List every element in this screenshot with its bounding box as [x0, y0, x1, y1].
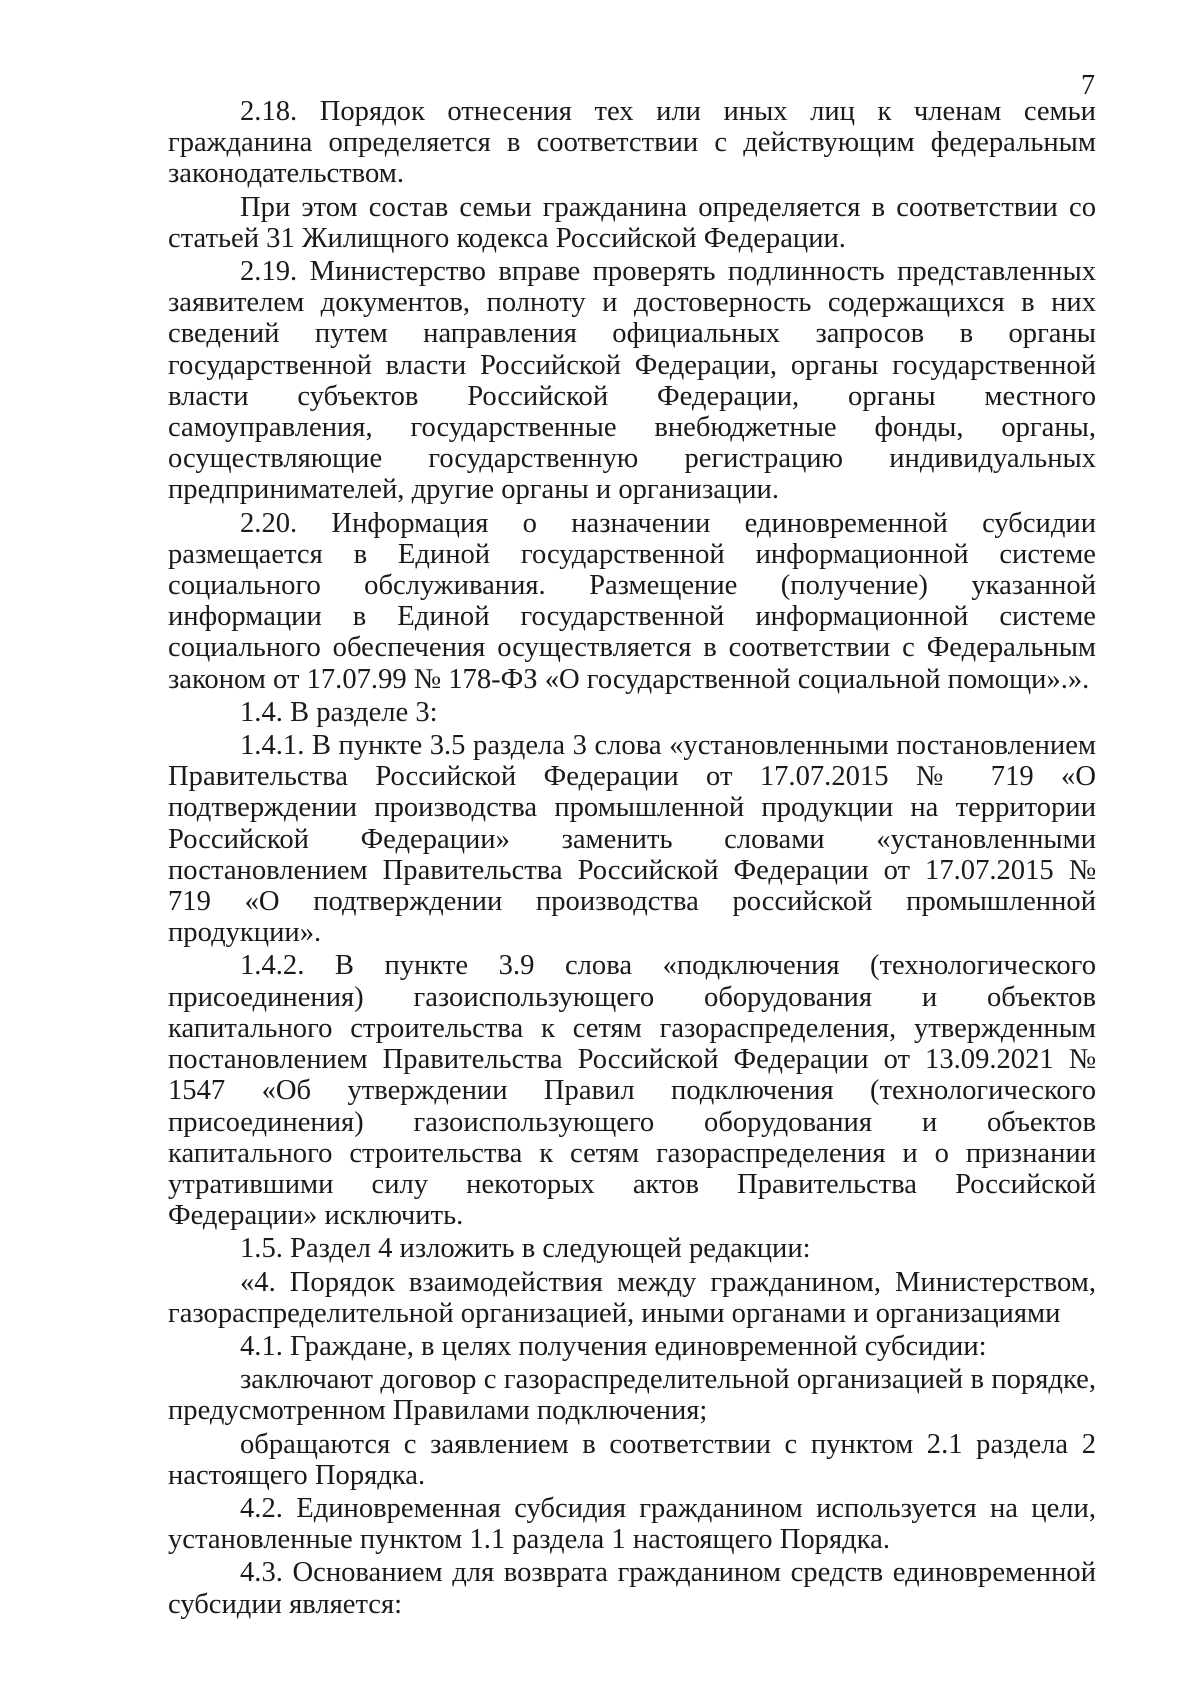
paragraph-4-1-application: обращаются с заявлением в соответствии с пунктом 2.1 раздела 2 настоящего Порядка.: [168, 1428, 1096, 1491]
paragraph-family-composition: При этом состав семьи гражданина определяется в соответствии со статьей 31 Жилищного кодекса Российской Федерации.: [168, 191, 1096, 254]
document-body: [168, 96, 1096, 1620]
paragraph-4-1-contract: заключают договор с газораспределительной организацией в порядке, предусмотренном Правилами подключения;: [168, 1364, 1096, 1427]
paragraph-2-20: 2.20. Информация о назначении единовременной субсидии размещается в Единой государственной информационной системе социального обслуживания. Размещение (получение) указанной информации в Единой государственной информационной системе социального обеспечения осуществляется в соответствии с Федеральным законом от 17.07.99 № 178-ФЗ «О государственной социальной помощи».».: [168, 507, 1096, 695]
paragraph-2-18: 2.18. Порядок отнесения тех или иных лиц к членам семьи гражданина определяется в соответствии с действующим федеральным законодательством.: [168, 96, 1096, 190]
section-4-heading: «4. Порядок взаимодействия между гражданином, Министерством, газораспределительной организацией, иными органами и организациями: [168, 1266, 1096, 1329]
page-number: 7: [1081, 70, 1095, 101]
paragraph-4-2: 4.2. Единовременная субсидия гражданином используется на цели, установленные пунктом 1.1 раздела 1 настоящего Порядка.: [168, 1492, 1096, 1556]
paragraph-4-3: 4.3. Основанием для возврата гражданином средств единовременной субсидии является:: [168, 1557, 1096, 1620]
paragraph-2-19: 2.19. Министерство вправе проверять подлинность представленных заявителем документов, полноту и достоверность содержащихся в них сведений путем направления официальных запросов в органы государственной власти Российской Федерации, органы государственной власти субъектов Российской Федерации, органы местного самоуправления, государственные внебюджетные фонды, органы, осуществляющие государственную регистрацию индивидуальных предпринимателей, другие органы и организации.: [168, 256, 1096, 506]
paragraph-1-4-1: 1.4.1. В пункте 3.5 раздела 3 слова «установленными постановлением Правительства Российской Федерации от 17.07.2015 № 719 «О подтверждении производства промышленной продукции на территории Российской Федерации» заменить словами «установленными постановлением Правительства Российской Федерации от 17.07.2015 № 719 «О подтверждении производства российской промышленной продукции».: [168, 730, 1096, 949]
paragraph-1-4: 1.4. В разделе 3:: [240, 696, 438, 728]
paragraph-1-5: 1.5. Раздел 4 изложить в следующей редакции:: [240, 1233, 811, 1265]
paragraph-1-4-2: 1.4.2. В пункте 3.9 слова «подключения (технологического присоединения) газоиспользующего оборудования и объектов капитального строительства к сетям газораспределения, утвержденным постановлением Правительства Российской Федерации от 13.09.2021 № 1547 «Об утверждении Правил подключения (технологического присоединения) газоиспользующего оборудования и объектов капитального строительства к сетям газораспределения и о признании утратившими силу некоторых актов Правительства Российской Федерации» исключить.: [168, 950, 1096, 1232]
paragraph-4-1: 4.1. Граждане, в целях получения единовременной субсидии:: [240, 1330, 987, 1362]
